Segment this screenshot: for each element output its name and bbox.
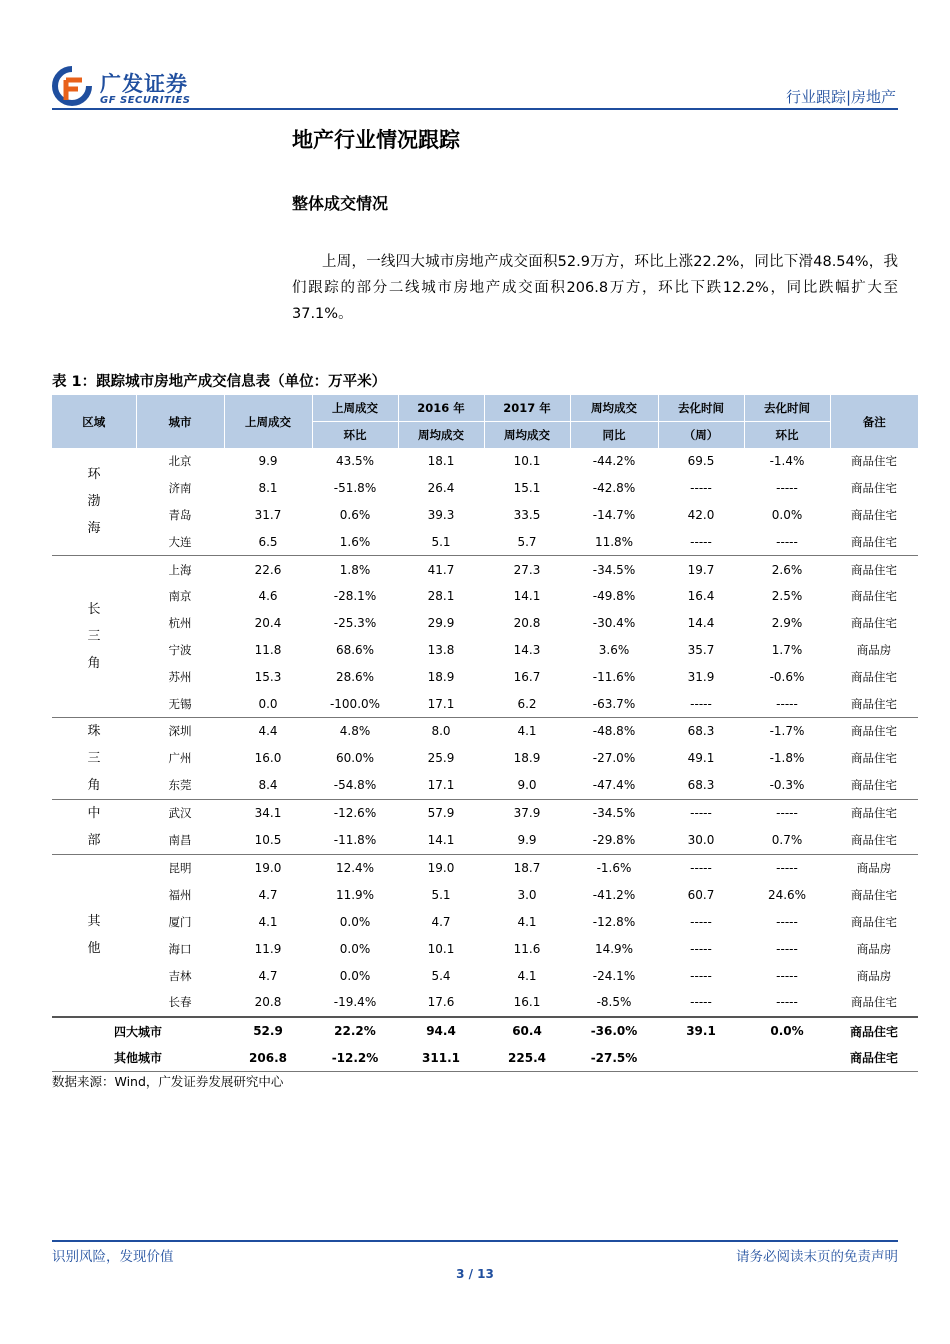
- value-cell: 41.7: [427, 562, 455, 577]
- value-cell: 25.9: [427, 751, 455, 766]
- data-source: 数据来源：Wind，广发证券发展研究中心: [52, 1074, 284, 1089]
- value-cell: 16.0: [254, 751, 282, 766]
- value-cell: 19.0: [254, 861, 282, 876]
- header-sub-mom-2: 环比: [744, 422, 830, 449]
- value-cell: -----: [776, 481, 798, 496]
- summary-value: 商品住宅: [830, 1017, 918, 1045]
- value-cell: 商品住宅: [851, 888, 897, 903]
- header-sub-yoy: 同比: [570, 422, 658, 449]
- value-cell: -0.3%: [744, 772, 830, 800]
- value-cell: -41.2%: [592, 888, 636, 903]
- city-cell: 吉林: [168, 968, 192, 983]
- value-cell: -29.8%: [570, 827, 658, 855]
- value-cell: 商品住宅: [830, 690, 918, 717]
- city-cell: 南昌: [136, 827, 224, 855]
- region-cell: 珠 三 角: [52, 717, 136, 799]
- value-cell: 24.6%: [767, 888, 807, 903]
- value-cell: 33.5: [513, 507, 541, 522]
- value-cell: 60.0%: [335, 751, 375, 766]
- table-header: [52, 395, 918, 448]
- city-cell: 东莞: [136, 772, 224, 800]
- header-destock-time-2: 去化时间: [744, 395, 830, 422]
- city-cell: 长春: [136, 989, 224, 1017]
- value-cell: 10.1: [427, 941, 455, 956]
- value-cell: 22.6: [254, 562, 282, 577]
- value-cell: 15.1: [513, 481, 541, 496]
- value-cell: -----: [744, 989, 830, 1017]
- summary-value: [658, 1045, 744, 1072]
- value-cell: 16.4: [687, 589, 715, 604]
- value-cell: 14.1: [513, 589, 541, 604]
- section-title: 整体成交情况: [292, 194, 389, 213]
- table-row: [52, 448, 918, 475]
- city-cell: 福州: [168, 888, 192, 903]
- header-destock-time: 去化时间: [658, 395, 744, 422]
- value-cell: 2.5%: [771, 589, 803, 604]
- value-cell: 商品住宅: [851, 616, 897, 631]
- value-cell: 14.9%: [594, 941, 634, 956]
- value-cell: -34.5%: [592, 562, 636, 577]
- value-cell: 0.0%: [771, 507, 803, 522]
- value-cell: -12.8%: [592, 914, 636, 929]
- summary-value: 52.9: [224, 1017, 312, 1045]
- value-cell: 18.7: [513, 861, 541, 876]
- city-cell: 昆明: [168, 861, 192, 876]
- value-cell: 商品住宅: [851, 751, 897, 766]
- value-cell: 商品住宅: [851, 454, 897, 469]
- value-cell: 商品住宅: [851, 507, 897, 522]
- table-row: [52, 882, 918, 909]
- value-cell: 4.7: [431, 914, 451, 929]
- value-cell: -----: [776, 968, 798, 983]
- table-row: [52, 475, 918, 502]
- city-cell: 杭州: [168, 616, 192, 631]
- value-cell: 9.9: [258, 454, 278, 469]
- value-cell: -51.8%: [333, 481, 377, 496]
- value-cell: 68.3: [658, 772, 744, 800]
- value-cell: 5.7: [484, 528, 570, 555]
- table-row: [52, 799, 918, 827]
- value-cell: 4.1: [517, 724, 537, 739]
- value-cell: -----: [690, 481, 712, 496]
- value-cell: -----: [776, 914, 798, 929]
- value-cell: 19.0: [427, 861, 455, 876]
- summary-value: 206.8: [224, 1045, 312, 1072]
- value-cell: 0.7%: [744, 827, 830, 855]
- value-cell: -34.5%: [592, 806, 636, 821]
- value-cell: 31.9: [687, 669, 715, 684]
- value-cell: 19.7: [687, 562, 715, 577]
- value-cell: 11.6: [513, 941, 541, 956]
- header-region: 区域: [52, 395, 136, 448]
- value-cell: 20.8: [224, 989, 312, 1017]
- summary-value: -36.0%: [570, 1017, 658, 1045]
- value-cell: 3.0: [517, 888, 537, 903]
- value-cell: 0.6%: [339, 507, 371, 522]
- value-cell: 商品住宅: [830, 827, 918, 855]
- value-cell: 68.3: [687, 724, 715, 739]
- region-cell: 环 渤 海: [52, 448, 136, 556]
- value-cell: 6.2: [484, 690, 570, 717]
- value-cell: 39.3: [427, 507, 455, 522]
- city-cell: 青岛: [168, 507, 192, 522]
- value-cell: -12.6%: [333, 806, 377, 821]
- value-cell: -1.6%: [596, 861, 632, 876]
- value-cell: 4.1: [258, 914, 278, 929]
- footer-slogan: 识别风险，发现价值: [52, 1249, 174, 1265]
- value-cell: 14.1: [398, 827, 484, 855]
- value-cell: -----: [744, 528, 830, 555]
- value-cell: 17.6: [398, 989, 484, 1017]
- value-cell: 18.1: [427, 454, 455, 469]
- summary-value: 311.1: [398, 1045, 484, 1072]
- city-cell: 海口: [168, 941, 192, 956]
- header-sub-avg-2016: 周均成交: [398, 422, 484, 449]
- header-city: 城市: [136, 395, 224, 448]
- value-cell: 34.1: [254, 806, 282, 821]
- value-cell: 1.8%: [339, 562, 371, 577]
- value-cell: -19.4%: [312, 989, 398, 1017]
- value-cell: 商品房: [856, 861, 892, 876]
- value-cell: 5.4: [431, 968, 451, 983]
- city-cell: 宁波: [168, 642, 192, 657]
- summary-value: 60.4: [484, 1017, 570, 1045]
- value-cell: 3.6%: [598, 642, 630, 657]
- value-cell: -8.5%: [570, 989, 658, 1017]
- summary-value: 39.1: [658, 1017, 744, 1045]
- value-cell: 60.7: [687, 888, 715, 903]
- value-cell: -----: [776, 861, 798, 876]
- value-cell: 11.9: [254, 941, 282, 956]
- value-cell: 49.1: [687, 751, 715, 766]
- value-cell: 商品住宅: [851, 914, 897, 929]
- table-row: [52, 989, 918, 1017]
- header-sub-avg-2017: 周均成交: [484, 422, 570, 449]
- value-cell: 20.4: [254, 616, 282, 631]
- header-2017: 2017 年: [484, 395, 570, 422]
- value-cell: -----: [776, 806, 798, 821]
- table-row: [52, 772, 918, 800]
- value-cell: -----: [658, 989, 744, 1017]
- city-cell: 南京: [168, 589, 192, 604]
- value-cell: 5.1: [398, 528, 484, 555]
- summary-paragraph: 上周，一线四大城市房地产成交面积52.9万方，环比上涨22.2%，同比下滑48.54%，我们跟踪的部分二线城市房地产成交面积206.8万方，环比下跌12.2%，同比跌幅扩大至37.1%。: [292, 254, 898, 322]
- value-cell: 商品住宅: [830, 989, 918, 1017]
- value-cell: 商品住宅: [851, 481, 897, 496]
- summary-row: [52, 1017, 918, 1045]
- transaction-table: [52, 395, 918, 1072]
- table-row: [52, 502, 918, 529]
- value-cell: 5.1: [431, 888, 451, 903]
- value-cell: 商品住宅: [851, 589, 897, 604]
- table-row: [52, 935, 918, 962]
- value-cell: 15.3: [254, 669, 282, 684]
- value-cell: 13.8: [427, 642, 455, 657]
- value-cell: 商品住宅: [851, 562, 897, 577]
- value-cell: -54.8%: [312, 772, 398, 800]
- table-body: [52, 448, 918, 1017]
- value-cell: -----: [690, 806, 712, 821]
- value-cell: -----: [690, 941, 712, 956]
- value-cell: 14.3: [513, 642, 541, 657]
- value-cell: 17.1: [398, 772, 484, 800]
- value-cell: 27.3: [513, 562, 541, 577]
- value-cell: -48.8%: [592, 724, 636, 739]
- table-row: [52, 745, 918, 772]
- table-row: [52, 583, 918, 610]
- value-cell: 8.1: [258, 481, 278, 496]
- summary-value: 商品住宅: [830, 1045, 918, 1072]
- gf-logo-icon: [52, 66, 92, 106]
- value-cell: 18.9: [513, 751, 541, 766]
- value-cell: 4.4: [258, 724, 278, 739]
- city-cell: 无锡: [136, 690, 224, 717]
- value-cell: 9.9: [484, 827, 570, 855]
- table-row: [52, 528, 918, 555]
- table-row: [52, 717, 918, 745]
- value-cell: -24.1%: [592, 968, 636, 983]
- value-cell: 4.7: [258, 888, 278, 903]
- logo-text-en: GF SECURITIES: [100, 95, 191, 106]
- value-cell: 11.8%: [570, 528, 658, 555]
- value-cell: -42.8%: [592, 481, 636, 496]
- value-cell: -49.8%: [592, 589, 636, 604]
- header-sub-weeks: （周）: [658, 422, 744, 449]
- value-cell: 4.8%: [339, 724, 371, 739]
- value-cell: 8.4: [224, 772, 312, 800]
- city-cell: 武汉: [168, 806, 192, 821]
- city-cell: 深圳: [168, 724, 192, 739]
- value-cell: -----: [658, 528, 744, 555]
- value-cell: -11.6%: [592, 669, 636, 684]
- value-cell: 31.7: [254, 507, 282, 522]
- value-cell: -0.6%: [769, 669, 805, 684]
- value-cell: -----: [690, 968, 712, 983]
- value-cell: 35.7: [687, 642, 715, 657]
- table-row: [52, 663, 918, 690]
- value-cell: 0.0%: [339, 941, 371, 956]
- value-cell: 69.5: [687, 454, 715, 469]
- report-category: 行业跟踪|房地产: [785, 88, 896, 106]
- value-cell: 6.5: [224, 528, 312, 555]
- value-cell: -30.4%: [592, 616, 636, 631]
- value-cell: 16.7: [513, 669, 541, 684]
- summary-row: [52, 1045, 918, 1072]
- header-last-week-2: 上周成交: [312, 395, 398, 422]
- value-cell: 4.6: [258, 589, 278, 604]
- value-cell: 26.4: [427, 481, 455, 496]
- value-cell: -28.1%: [333, 589, 377, 604]
- value-cell: -11.8%: [312, 827, 398, 855]
- value-cell: 2.6%: [771, 562, 803, 577]
- page-title: 地产行业情况跟踪: [292, 128, 460, 152]
- value-cell: 商品住宅: [851, 669, 897, 684]
- value-cell: 4.7: [258, 968, 278, 983]
- value-cell: 30.0: [658, 827, 744, 855]
- value-cell: 10.1: [513, 454, 541, 469]
- value-cell: 43.5%: [335, 454, 375, 469]
- city-cell: 北京: [168, 454, 192, 469]
- logo-text-cn: 广发证券: [100, 72, 188, 96]
- region-cell: 长 三 角: [52, 556, 136, 718]
- value-cell: -100.0%: [312, 690, 398, 717]
- value-cell: -----: [744, 690, 830, 717]
- table-row: [52, 637, 918, 664]
- table-row: [52, 854, 918, 881]
- value-cell: 0.0: [224, 690, 312, 717]
- region-cell: 其 他: [52, 854, 136, 1016]
- header-2016: 2016 年: [398, 395, 484, 422]
- city-cell: 大连: [136, 528, 224, 555]
- value-cell: 0.0%: [339, 914, 371, 929]
- value-cell: 11.8: [254, 642, 282, 657]
- value-cell: 37.9: [513, 806, 541, 821]
- footer-divider: [52, 1240, 898, 1242]
- city-cell: 广州: [168, 751, 192, 766]
- summary-value: 22.2%: [312, 1017, 398, 1045]
- value-cell: 0.0%: [339, 968, 371, 983]
- value-cell: 17.1: [398, 690, 484, 717]
- table-row: [52, 827, 918, 855]
- value-cell: -1.4%: [769, 454, 805, 469]
- header-weekly-avg: 周均成交: [570, 395, 658, 422]
- table-row: [52, 909, 918, 936]
- table-row: [52, 556, 918, 583]
- value-cell: 18.9: [427, 669, 455, 684]
- summary-value: 225.4: [484, 1045, 570, 1072]
- value-cell: 68.6%: [335, 642, 375, 657]
- value-cell: 商品房: [856, 941, 892, 956]
- summary-value: -27.5%: [570, 1045, 658, 1072]
- value-cell: 11.9%: [335, 888, 375, 903]
- summary-value: -12.2%: [312, 1045, 398, 1072]
- value-cell: 16.1: [484, 989, 570, 1017]
- value-cell: -14.7%: [592, 507, 636, 522]
- value-cell: 1.6%: [312, 528, 398, 555]
- region-cell: 中 部: [52, 799, 136, 854]
- value-cell: 4.1: [517, 914, 537, 929]
- header-divider: [52, 108, 898, 110]
- table-summary: [52, 1017, 918, 1072]
- summary-value: [744, 1045, 830, 1072]
- city-cell: 苏州: [168, 669, 192, 684]
- value-cell: 28.1: [427, 589, 455, 604]
- value-cell: -47.4%: [570, 772, 658, 800]
- city-cell: 厦门: [168, 914, 192, 929]
- table-title: 表 1：跟踪城市房地产成交信息表（单位：万平米）: [52, 374, 387, 390]
- value-cell: 42.0: [687, 507, 715, 522]
- value-cell: 57.9: [427, 806, 455, 821]
- summary-label: 其他城市: [52, 1045, 224, 1072]
- value-cell: 1.7%: [771, 642, 803, 657]
- value-cell: 8.0: [431, 724, 451, 739]
- value-cell: -25.3%: [333, 616, 377, 631]
- value-cell: 12.4%: [335, 861, 375, 876]
- value-cell: 商品住宅: [851, 724, 897, 739]
- value-cell: 2.9%: [771, 616, 803, 631]
- value-cell: 商品房: [856, 642, 892, 657]
- value-cell: -27.0%: [592, 751, 636, 766]
- value-cell: 14.4: [687, 616, 715, 631]
- value-cell: -----: [776, 941, 798, 956]
- value-cell: -1.8%: [769, 751, 805, 766]
- value-cell: -44.2%: [592, 454, 636, 469]
- value-cell: 商品住宅: [830, 528, 918, 555]
- summary-value: 94.4: [398, 1017, 484, 1045]
- value-cell: 商品房: [856, 968, 892, 983]
- table-row: [52, 690, 918, 717]
- value-cell: 商品住宅: [830, 772, 918, 800]
- value-cell: 29.9: [427, 616, 455, 631]
- summary-label: 四大城市: [52, 1017, 224, 1045]
- header-remark: 备注: [830, 395, 918, 448]
- value-cell: -63.7%: [570, 690, 658, 717]
- header-last-week: 上周成交: [224, 395, 312, 448]
- summary-value: 0.0%: [744, 1017, 830, 1045]
- value-cell: 9.0: [484, 772, 570, 800]
- value-cell: -----: [658, 690, 744, 717]
- city-cell: 上海: [168, 562, 192, 577]
- table-row: [52, 962, 918, 989]
- value-cell: -----: [690, 861, 712, 876]
- value-cell: 20.8: [513, 616, 541, 631]
- table-row: [52, 610, 918, 637]
- value-cell: 4.1: [517, 968, 537, 983]
- value-cell: 商品住宅: [851, 806, 897, 821]
- header-sub-mom: 环比: [312, 422, 398, 449]
- page-number: 3 / 13: [456, 1267, 494, 1281]
- value-cell: -----: [690, 914, 712, 929]
- value-cell: 28.6%: [335, 669, 375, 684]
- footer-disclaimer: 请务必阅读末页的免责声明: [736, 1249, 898, 1265]
- city-cell: 济南: [168, 481, 192, 496]
- value-cell: -1.7%: [769, 724, 805, 739]
- value-cell: 10.5: [224, 827, 312, 855]
